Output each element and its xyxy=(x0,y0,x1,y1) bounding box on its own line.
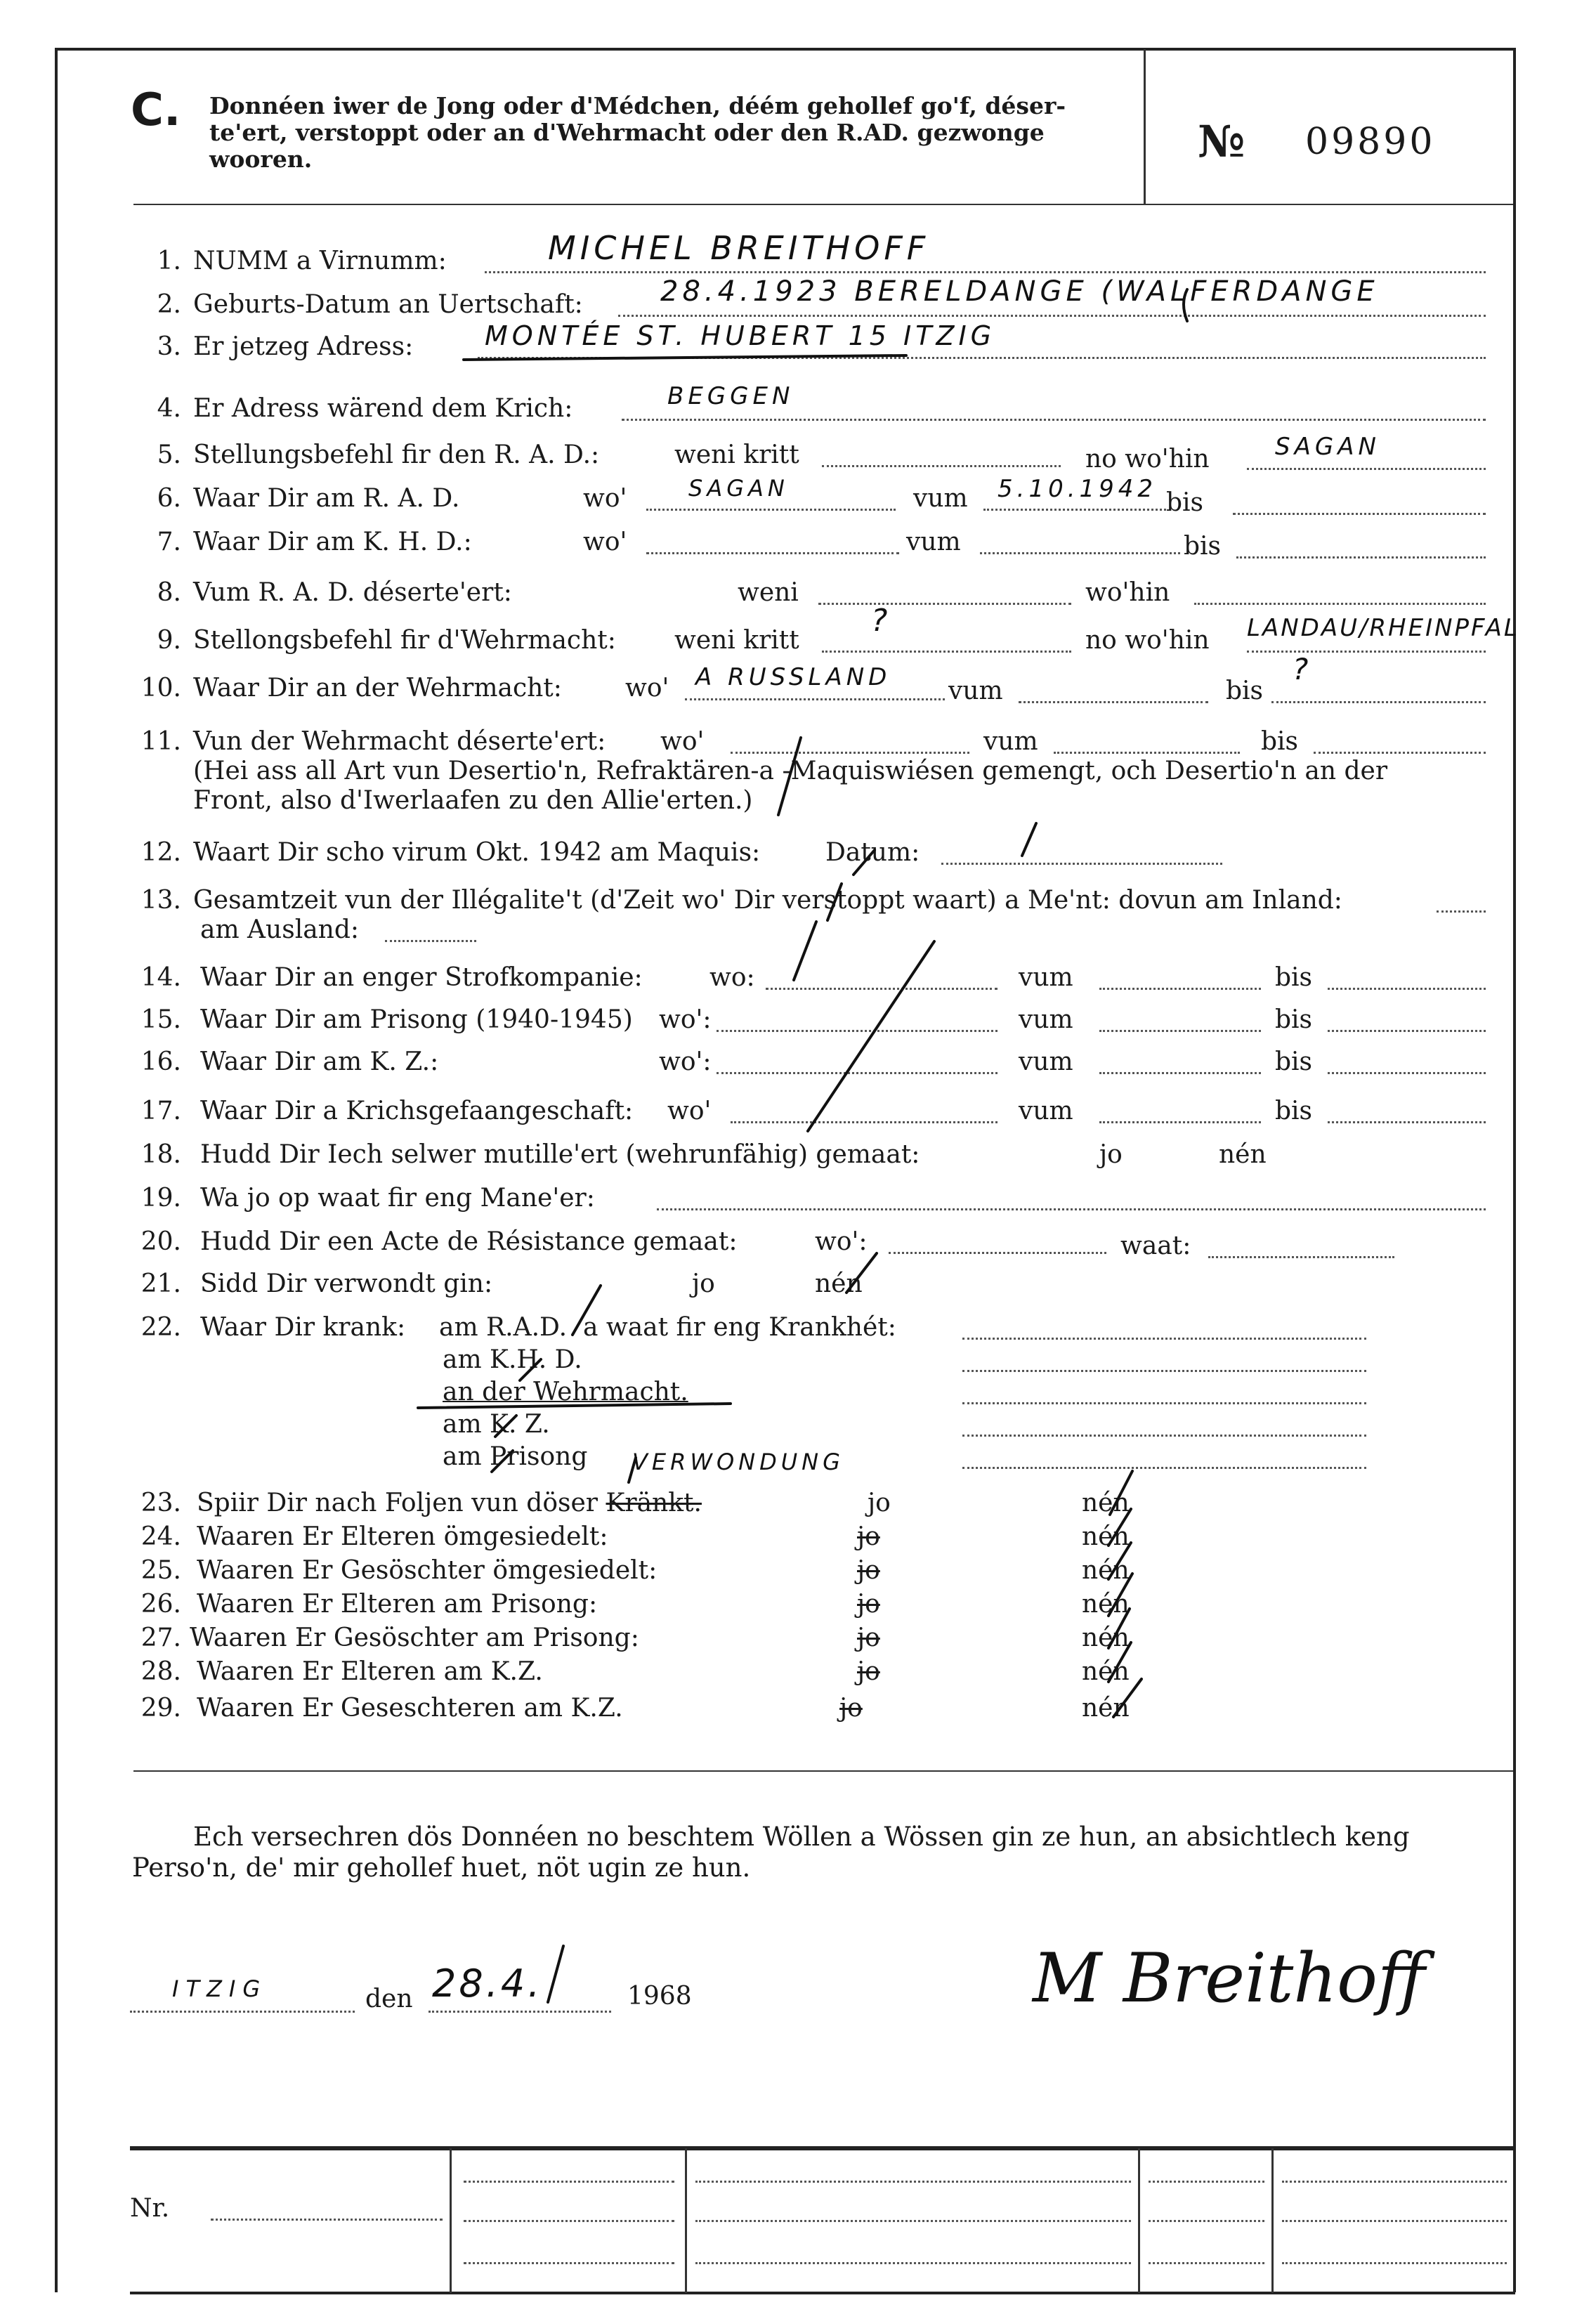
field-27-no: nén xyxy=(1082,1624,1130,1652)
row22-wehrmacht-underline xyxy=(418,1404,731,1408)
field-27-label: Waaren Er Gesöschter am Prisong: xyxy=(190,1624,639,1652)
field-16-to-label: bis xyxy=(1275,1047,1313,1076)
field-22-opt-prisong: am Prisong xyxy=(443,1442,588,1471)
field-8-number: 8. xyxy=(157,578,181,607)
field-21-label: Sidd Dir verwondt gin: xyxy=(200,1269,493,1298)
field-21-no: nén xyxy=(815,1269,863,1298)
field-12-number: 12. xyxy=(140,838,181,867)
field-9-where-label: no wo'hin xyxy=(1085,626,1210,655)
field-11-to-label: bis xyxy=(1261,727,1299,756)
field-17-to-label: bis xyxy=(1275,1097,1313,1125)
field-28-number: 28. xyxy=(140,1657,181,1686)
field-6-number: 6. xyxy=(157,484,181,513)
field-7-to-label: bis xyxy=(1184,532,1222,561)
field-23-no: nén xyxy=(1082,1489,1130,1517)
field-23-number: 23. xyxy=(140,1489,181,1517)
field-12-date-label: Datum: xyxy=(825,838,920,867)
field-18-yes: jo xyxy=(1099,1140,1123,1169)
declaration-line2: Perso'n, de' mir gehollef huet, nöt ugin ze hun. xyxy=(132,1853,751,1883)
field-21-yes: jo xyxy=(692,1269,715,1298)
field-24-no: nén xyxy=(1082,1522,1130,1551)
field-17-number: 17. xyxy=(140,1097,181,1125)
field-3-value: MONTÉE ST. HUBERT 15 ITZIG xyxy=(485,320,996,351)
field-13-abroad-label: am Ausland: xyxy=(200,915,360,944)
field-2-label: Geburts-Datum an Uertschaft: xyxy=(193,290,583,319)
field-4-value: BEGGEN xyxy=(667,382,794,410)
field-25-label: Waaren Er Gesöschter ömgesiedelt: xyxy=(197,1556,658,1585)
year-value: 1968 xyxy=(627,1982,692,2011)
field-20-what-label: waat: xyxy=(1120,1232,1191,1260)
field-24-label: Waaren Er Elteren ömgesiedelt: xyxy=(197,1522,608,1551)
field-7-label: Waar Dir am K. H. D.: xyxy=(193,528,472,556)
field-23-yes: jo xyxy=(868,1489,891,1517)
section-letter: C. xyxy=(131,84,181,136)
row28-no-mark xyxy=(1108,1642,1131,1682)
field-28-no: nén xyxy=(1082,1657,1130,1686)
field-9-when-value: ? xyxy=(871,603,892,639)
field-22-which-label: a waat fir eng Krankhét: xyxy=(583,1313,896,1342)
field-28-yes: jo xyxy=(857,1657,880,1686)
field-20-where-label: wo': xyxy=(815,1227,868,1256)
field-2-number: 2. xyxy=(157,290,181,319)
form-title-line3: wooren. xyxy=(209,145,313,173)
field-11-note-line1: (Hei ass all Art vun Desertio'n, Refraktären-a -Maquiswiésen gemengt, och Desertio'n an der xyxy=(193,757,1388,785)
signature: M Breithoff xyxy=(1033,1939,1425,2018)
field-22-opt-wehrmacht: an der Wehrmacht. xyxy=(443,1378,688,1406)
field-17-where-label: wo' xyxy=(667,1097,712,1125)
number-sign: № xyxy=(1198,116,1245,167)
field-6-to-label: bis xyxy=(1166,488,1204,517)
field-4-number: 4. xyxy=(157,394,181,423)
row22-khd-mark xyxy=(520,1359,541,1380)
field-20-label: Hudd Dir een Acte de Résistance gemaat: xyxy=(200,1227,738,1256)
field-14-number: 14. xyxy=(140,963,181,992)
field-9-when-label: weni kritt xyxy=(674,626,799,655)
field-10-to-value: ? xyxy=(1293,652,1313,686)
field-27-number: 27. xyxy=(140,1624,181,1652)
row21-no-mark xyxy=(846,1253,877,1293)
field-8-when-label: weni xyxy=(738,578,799,607)
footer-nr-label: Nr. xyxy=(130,2194,170,2223)
field-7-from-label: vum xyxy=(906,528,961,556)
field-7-where-label: wo' xyxy=(583,528,627,556)
field-2-value: 28.4.1923 BERELDANGE (WALFERDANGE xyxy=(660,275,1379,308)
field-21-number: 21. xyxy=(140,1269,181,1298)
field-22-label: Waar Dir krank: xyxy=(200,1313,406,1342)
form-title-line2: te'ert, verstoppt oder an d'Wehrmacht oder den R.AD. gezwonge xyxy=(209,119,1045,146)
field-11-number: 11. xyxy=(140,727,181,756)
date-value: 28.4. xyxy=(432,1961,543,2006)
field-23-label-text: Spiir Dir nach Foljen vun döser xyxy=(197,1489,598,1517)
field-22-opt-khd: am K.H. D. xyxy=(443,1345,582,1374)
field-6-from-label: vum xyxy=(913,484,968,513)
field-17-from-label: vum xyxy=(1019,1097,1073,1125)
field-18-no: nén xyxy=(1219,1140,1267,1169)
field-26-yes: jo xyxy=(857,1590,880,1619)
field-25-number: 25. xyxy=(140,1556,181,1585)
field-12-label: Waart Dir scho virum Okt. 1942 am Maquis: xyxy=(193,838,761,867)
field-20-number: 20. xyxy=(140,1227,181,1256)
row24-no-mark xyxy=(1108,1509,1131,1546)
field-10-from-label: vum xyxy=(948,677,1003,705)
form-title-line1: Donnéen iwer de Jong oder d'Médchen, déém gehollef go'f, déser- xyxy=(209,92,1066,119)
field-6-where-label: wo' xyxy=(583,484,627,513)
field-24-yes: jo xyxy=(857,1522,880,1551)
row11-slash-mark xyxy=(778,738,801,815)
address-underline-mark xyxy=(464,355,906,360)
field-15-where-label: wo': xyxy=(659,1005,712,1034)
field-11-where-label: wo' xyxy=(660,727,705,756)
field-6-where-value: SAGAN xyxy=(688,475,789,502)
field-28-label: Waaren Er Elteren am K.Z. xyxy=(197,1657,543,1686)
date-slash-mark xyxy=(548,1946,563,2002)
field-27-yes: jo xyxy=(857,1624,880,1652)
form-number: 09890 xyxy=(1305,121,1436,163)
field-8-label: Vum R. A. D. déserte'ert: xyxy=(193,578,512,607)
field-10-where-value: A RUSSLAND xyxy=(695,663,891,691)
field-1-value: MICHEL BREITHOFF xyxy=(548,229,930,267)
field-26-no: nén xyxy=(1082,1590,1130,1619)
field-10-number: 10. xyxy=(140,674,181,703)
field-15-number: 15. xyxy=(140,1005,181,1034)
field-9-label: Stellongsbefehl fir d'Wehrmacht: xyxy=(193,626,616,655)
field-11-note-line2: Front, also d'Iwerlaafen zu den Allie'erten.) xyxy=(193,786,753,815)
field-22-opt-rad: am R.A.D. xyxy=(439,1313,568,1342)
field-14-label: Waar Dir an enger Strofkompanie: xyxy=(200,963,643,992)
field-9-where-value: LANDAU/RHEINPFAL xyxy=(1247,614,1519,642)
field-25-yes: jo xyxy=(857,1556,880,1585)
field-29-label: Waaren Er Geseschteren am K.Z. xyxy=(197,1694,623,1723)
field-26-number: 26. xyxy=(140,1590,181,1619)
field-5-label: Stellungsbefehl fir den R. A. D.: xyxy=(193,440,600,469)
field-15-label: Waar Dir am Prisong (1940-1945) xyxy=(200,1005,633,1034)
field-29-yes: jo xyxy=(839,1694,863,1723)
field-5-when-label: weni kritt xyxy=(674,440,799,469)
declaration-line1: Ech versechren dös Donnéen no beschtem Wöllen a Wössen gin ze hun, an absichtlech keng xyxy=(193,1822,1410,1852)
row23-no-mark xyxy=(1110,1471,1132,1515)
field-6-from-value: 5.10.1942 xyxy=(998,475,1158,503)
field-3-label: Er jetzeg Adress: xyxy=(193,332,414,361)
field-22-number: 22. xyxy=(140,1313,181,1342)
field-18-label: Hudd Dir Iech selwer mutille'ert (wehrunfähig) gemaat: xyxy=(200,1140,920,1169)
field-29-no: nén xyxy=(1082,1694,1130,1723)
field-26-label: Waaren Er Elteren am Prisong: xyxy=(197,1590,598,1619)
row12-slash-mark xyxy=(1022,823,1036,856)
field-16-number: 16. xyxy=(140,1047,181,1076)
place-value: ITZIG xyxy=(172,1975,268,2002)
field-4-label: Er Adress wärend dem Krich: xyxy=(193,394,573,423)
field-1-label: NUMM a Virnumm: xyxy=(193,247,447,275)
row27-no-mark xyxy=(1108,1609,1130,1648)
field-23-label-struck: Kränkt. xyxy=(606,1489,702,1517)
field-22-opt-kz: am K. Z. xyxy=(443,1410,550,1439)
field-16-where-label: wo': xyxy=(659,1047,712,1076)
row14-slash-mark xyxy=(794,922,816,980)
field-15-from-label: vum xyxy=(1019,1005,1073,1034)
field-19-number: 19. xyxy=(140,1184,181,1213)
field-13-number: 13. xyxy=(140,886,181,915)
field-1-number: 1. xyxy=(157,247,181,275)
field-24-number: 24. xyxy=(140,1522,181,1551)
field-25-no: nén xyxy=(1082,1556,1130,1585)
rows14-17-big-slash-mark xyxy=(808,941,934,1131)
field-10-to-label: bis xyxy=(1226,677,1264,705)
field-11-label: Vun der Wehrmacht déserte'ert: xyxy=(193,727,606,756)
field-15-to-label: bis xyxy=(1275,1005,1313,1034)
field-13-label: Gesamtzeit vun der Illégalite't (d'Zeit wo' Dir verstoppt waart) a Me'nt: dovun am Inland: xyxy=(193,886,1342,915)
row13-slash-mark xyxy=(828,884,842,920)
row25-no-mark xyxy=(1108,1543,1131,1579)
field-7-number: 7. xyxy=(157,528,181,556)
field-18-number: 18. xyxy=(140,1140,181,1169)
row22-value-mark xyxy=(629,1458,636,1482)
field-16-from-label: vum xyxy=(1019,1047,1073,1076)
paren-mark xyxy=(1184,289,1187,321)
row22-prisong-mark xyxy=(492,1451,513,1472)
field-5-where-label: no wo'hin xyxy=(1085,445,1210,473)
field-22-value: VERWONDUNG xyxy=(632,1449,844,1475)
row12-year-mark xyxy=(853,850,875,875)
field-29-number: 29. xyxy=(140,1694,181,1723)
field-17-label: Waar Dir a Krichsgefaangeschaft: xyxy=(200,1097,634,1125)
field-6-label: Waar Dir am R. A. D. xyxy=(193,484,460,513)
field-8-where-label: wo'hin xyxy=(1085,578,1170,607)
row22-slash-mark xyxy=(573,1286,601,1335)
field-9-number: 9. xyxy=(157,626,181,655)
field-19-label: Wa jo op waat fir eng Mane'er: xyxy=(200,1184,595,1213)
field-5-where-value: SAGAN xyxy=(1275,433,1380,461)
row29-no-mark xyxy=(1113,1679,1142,1717)
field-10-label: Waar Dir an der Wehrmacht: xyxy=(193,674,562,703)
field-14-to-label: bis xyxy=(1275,963,1313,992)
row22-kz-mark xyxy=(495,1416,516,1437)
field-14-where-label: wo: xyxy=(709,963,755,992)
field-5-number: 5. xyxy=(157,440,181,469)
field-14-from-label: vum xyxy=(1019,963,1073,992)
date-den-label: den xyxy=(365,1985,413,2013)
field-3-number: 3. xyxy=(157,332,181,361)
field-16-label: Waar Dir am K. Z.: xyxy=(200,1047,439,1076)
field-11-from-label: vum xyxy=(983,727,1038,756)
field-10-where-label: wo' xyxy=(625,674,669,703)
